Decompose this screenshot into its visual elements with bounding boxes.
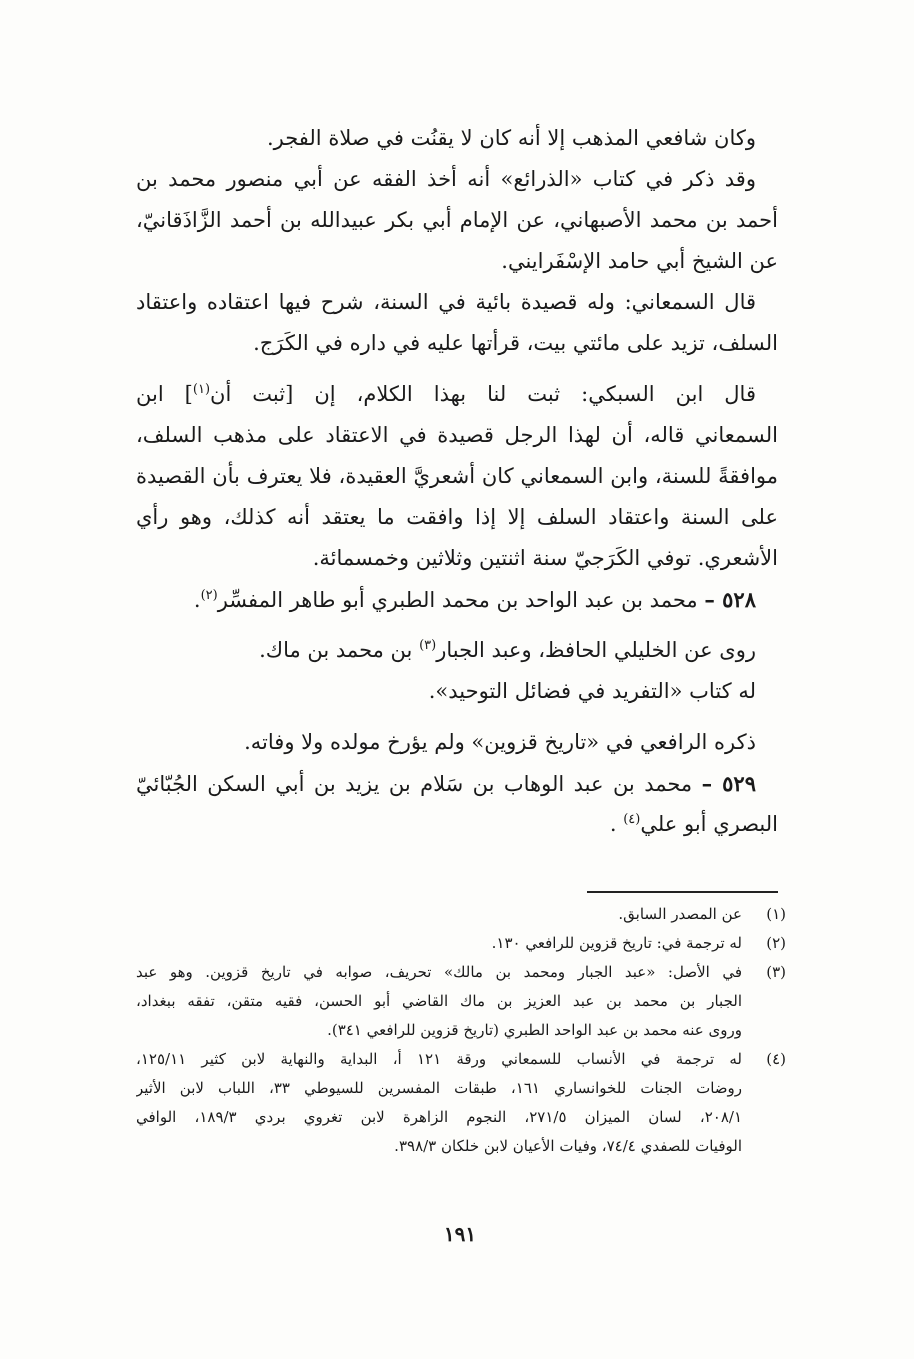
text-line: قال السمعاني: وله قصيدة بائية في السنة، شرح فيها اعتقاده واعتقاد bbox=[136, 290, 756, 314]
footnote-line: وروى عنه محمد بن عبد الواحد الطبري (تاريخ قزوين للرافعي ٣٤١). bbox=[327, 1021, 742, 1039]
paragraph-teachers bbox=[136, 159, 778, 282]
page-number: ١٩١ bbox=[443, 1222, 477, 1246]
text-line bbox=[136, 630, 778, 671]
footnote-2 bbox=[136, 929, 786, 958]
footnote-text bbox=[136, 900, 742, 929]
footnote-line: عن المصدر السابق. bbox=[618, 905, 742, 923]
footnote-text bbox=[136, 1045, 742, 1161]
footnote-number: (١) bbox=[766, 905, 786, 923]
footnote-number: (٢) bbox=[766, 934, 786, 952]
paragraph-subki bbox=[136, 374, 778, 579]
paragraph-samani bbox=[136, 282, 778, 364]
text-segment: ] ابن bbox=[136, 382, 193, 406]
text-line: أحمد بن محمد الأصبهاني، عن الإمام أبي بكر عبيدالله بن أحمد الزَّاذَقانيّ، bbox=[136, 208, 778, 232]
text-line bbox=[136, 374, 778, 415]
paragraph-rafii bbox=[136, 722, 778, 763]
text-segment: بن محمد بن ماك. bbox=[259, 638, 413, 662]
footnote-line: الجبار بن محمد بن عبد العزيز بن ماك القاضي أبو الحسن، فقيه متقن، تفقه ببغداد، bbox=[136, 992, 742, 1010]
footnote-4 bbox=[136, 1045, 786, 1161]
text-segment: البصري أبو علي bbox=[640, 812, 778, 836]
text-line: السلف، تزيد على مائتي بيت، قرأتها عليه في داره في الكَرَج. bbox=[253, 331, 778, 355]
footnote-3 bbox=[136, 958, 786, 1045]
footnote-ref-1[interactable]: (١) bbox=[192, 382, 211, 397]
paragraph-madhhab bbox=[136, 118, 778, 159]
entry-number: ٥٢٨ – bbox=[704, 587, 756, 612]
footnote-text bbox=[136, 929, 742, 958]
entry-number: ٥٢٩ – bbox=[701, 771, 756, 796]
footnote-ref-4[interactable]: (٤) bbox=[623, 812, 641, 827]
footnote-1 bbox=[136, 900, 786, 929]
text-line: عن الشيخ أبي حامد الإسْفَرايني. bbox=[501, 249, 778, 273]
entry-528 bbox=[136, 579, 778, 620]
footnote-line: في الأصل: «عبد الجبار ومحمد بن مالك» تحريف، صوابه في تاريخ قزوين. وهو عبد bbox=[136, 963, 742, 981]
footnote-number: (٣) bbox=[766, 963, 786, 981]
footnote-line: ٢٠٨/١، لسان الميزان ٢٧١/٥، النجوم الزاهرة لابن تغروي بردي ١٨٩/٣، الوافي bbox=[136, 1108, 742, 1126]
entry-title: محمد بن عبد الوهاب بن سَلام بن يزيد بن أبي السكن الجُبّائيّ bbox=[136, 772, 693, 796]
text-segment: . bbox=[193, 588, 201, 612]
text-segment: . bbox=[609, 812, 617, 836]
text-line: موافقةً للسنة، وابن السمعاني كان أشعريَّ العقيدة، فلا يعترف بأن القصيدة bbox=[136, 464, 778, 488]
footnote-text bbox=[136, 958, 742, 1045]
text-line: ذكره الرافعي في «تاريخ قزوين» ولم يؤرخ مولده ولا وفاته. bbox=[244, 730, 756, 754]
text-line: له كتاب «التفريد في فضائل التوحيد». bbox=[428, 679, 756, 703]
text-line: وكان شافعي المذهب إلا أنه كان لا يقنُت في صلاة الفجر. bbox=[266, 126, 756, 150]
footnotes bbox=[136, 900, 786, 1161]
footnote-ref-3[interactable]: (٣) bbox=[419, 638, 437, 653]
footnote-number: (٤) bbox=[766, 1050, 786, 1068]
text-line: الأشعري. توفي الكَرَجيّ سنة اثنتين وثلاثين وخمسمائة. bbox=[312, 546, 778, 570]
entry-title: محمد بن عبد الواحد بن محمد الطبري أبو طاهر المفسِّر bbox=[217, 588, 698, 612]
footnote-ref-2[interactable]: (٢) bbox=[200, 588, 218, 603]
paragraph-narration bbox=[136, 630, 778, 712]
text-line bbox=[136, 804, 778, 845]
text-line: السمعاني قاله، أن لهذا الرجل قصيدة في الاعتقاد على مذهب السلف، bbox=[136, 423, 778, 447]
main-text bbox=[136, 118, 778, 845]
text-segment: روى عن الخليلي الحافظ، وعبد الجبار bbox=[436, 638, 756, 662]
entry-heading bbox=[136, 579, 778, 620]
footnote-divider bbox=[587, 891, 778, 893]
entry-529 bbox=[136, 763, 778, 845]
footnote-line: له ترجمة في الأنساب للسمعاني ورقة ١٢١ أ، البداية والنهاية لابن كثير ١٢٥/١١، bbox=[136, 1050, 742, 1068]
text-line: على السنة واعتقاد السلف إلا إذا وافقت ما يعتقد أنه كذلك، وهو رأي bbox=[136, 505, 778, 529]
footnote-line: له ترجمة في: تاريخ قزوين للرافعي ١٣٠. bbox=[491, 934, 742, 952]
footnote-line: روضات الجنات للخوانساري ١٦١، طبقات المفسرين للسيوطي ٣٣، اللباب لابن الأثير bbox=[136, 1079, 742, 1097]
entry-heading bbox=[136, 763, 778, 804]
footnote-line: الوفيات للصفدي ٧٤/٤، وفيات الأعيان لابن خلكان ٣٩٨/٣. bbox=[394, 1137, 742, 1155]
text-segment: قال ابن السبكي: ثبت لنا بهذا الكلام، إن [ثبت أن bbox=[210, 382, 756, 406]
text-line: وقد ذكر في كتاب «الذرائع» أنه أخذ الفقه عن أبي منصور محمد بن bbox=[136, 167, 756, 191]
